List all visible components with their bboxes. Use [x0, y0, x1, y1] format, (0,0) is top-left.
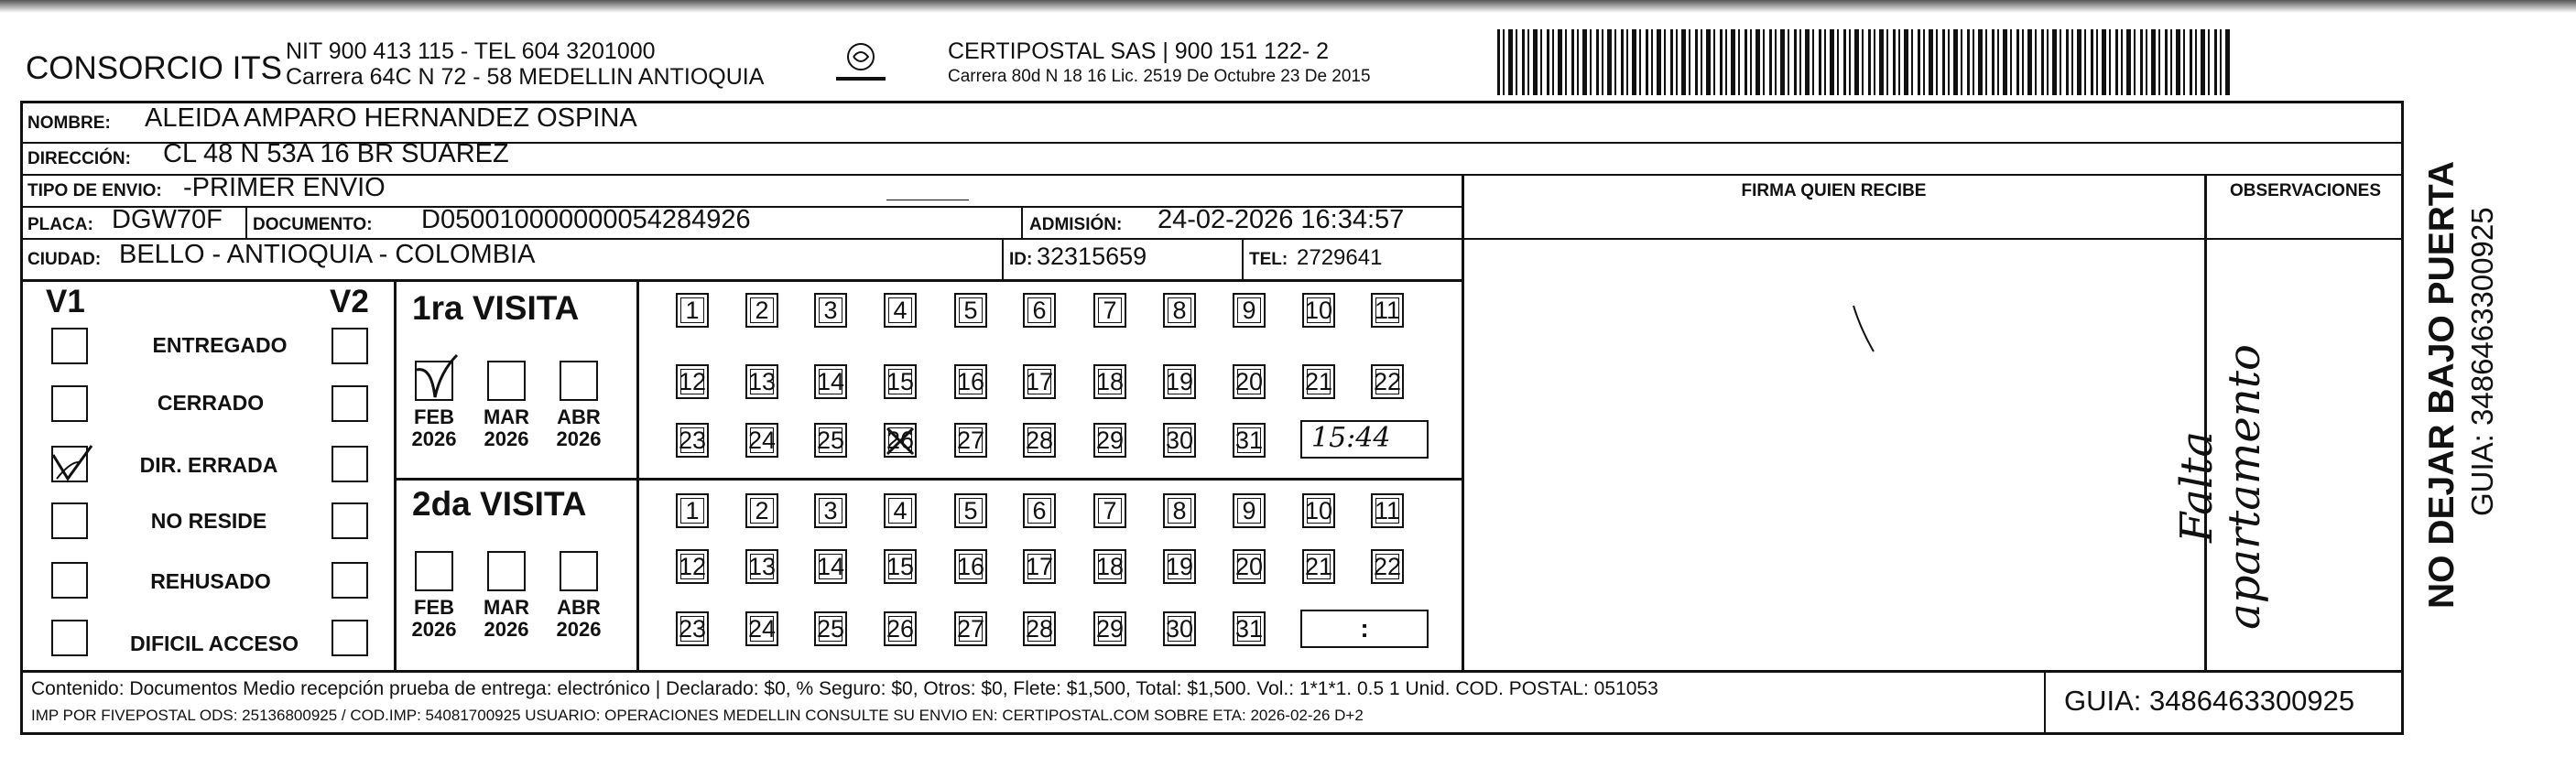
visita2-day-22[interactable]: 22: [1371, 549, 1404, 584]
visita2-day-18[interactable]: 18: [1093, 549, 1126, 584]
visita1-month-mar: MAR 2026: [483, 405, 530, 450]
visita1-month-abr: ABR 2026: [556, 405, 602, 450]
visita1-day-25[interactable]: 25: [814, 423, 847, 458]
certipostal-logo: [829, 37, 893, 92]
visita2-day-26[interactable]: 26: [884, 611, 917, 646]
visita1-title: 1ra VISITA: [412, 289, 580, 327]
tel-value: 2729641: [1297, 245, 1383, 270]
visita2-title: 2da VISITA: [412, 485, 587, 523]
visita1-day-22[interactable]: 22: [1371, 364, 1404, 399]
cross-mark-icon: [884, 423, 917, 458]
status-no-reside: NO RESIDE: [150, 509, 267, 533]
visita2-day-27[interactable]: 27: [954, 611, 987, 646]
status-rehusado: REHUSADO: [150, 569, 271, 593]
visita1-day-1[interactable]: 1: [676, 293, 709, 328]
visita1-day-2[interactable]: 2: [745, 293, 778, 328]
visita1-day-31[interactable]: 31: [1233, 423, 1266, 458]
tipo-envio-value: -PRIMER ENVIO: [183, 173, 386, 202]
visita1-day-23[interactable]: 23: [676, 423, 709, 458]
visita1-day-27[interactable]: 27: [954, 423, 987, 458]
visita2-day-29[interactable]: 29: [1093, 611, 1126, 646]
visita2-month-mar: MAR 2026: [483, 596, 530, 641]
visita1-day-9[interactable]: 9: [1233, 293, 1266, 328]
visita2-day-19[interactable]: 19: [1163, 549, 1196, 584]
visita2-day-3[interactable]: 3: [814, 493, 847, 528]
no-dejar-bajo-puerta: NO DEJAR BAJO PUERTA: [2422, 160, 2462, 609]
visita2-day-15[interactable]: 15: [884, 549, 917, 584]
v1-checkbox-no-reside[interactable]: [51, 502, 88, 539]
scan-edge: [0, 0, 2576, 13]
side-guia: GUIA: 3486463300925: [2465, 207, 2499, 516]
visita1-day-18[interactable]: 18: [1093, 364, 1126, 399]
certipostal-line: CERTIPOSTAL SAS | 900 151 122- 2: [948, 38, 1329, 64]
visita1-day-17[interactable]: 17: [1023, 364, 1056, 399]
visita1-day-8[interactable]: 8: [1163, 293, 1196, 328]
visita2-day-23[interactable]: 23: [676, 611, 709, 646]
guia-box: GUIA: 3486463300925: [2064, 685, 2355, 717]
visita2-day-2[interactable]: 2: [745, 493, 778, 528]
visita2-day-24[interactable]: 24: [745, 611, 778, 646]
visita1-day-5[interactable]: 5: [954, 293, 987, 328]
visita1-day-10[interactable]: 10: [1302, 293, 1335, 328]
company-name: CONSORCIO ITS: [26, 50, 283, 86]
visita2-day-30[interactable]: 30: [1163, 611, 1196, 646]
observaciones-header: OBSERVACIONES: [2229, 181, 2382, 200]
visita1-time-note: 15:44: [1311, 422, 1391, 454]
v2-checkbox-rehusado[interactable]: [332, 562, 368, 599]
visita1-day-30[interactable]: 30: [1163, 423, 1196, 458]
admision-label: ADMISIÓN:: [1029, 215, 1123, 234]
status-dificil-acceso: DIFICIL ACCESO: [129, 632, 299, 655]
visita1-day-12[interactable]: 12: [676, 364, 709, 399]
tipo-envio-label: TIPO DE ENVIO:: [27, 181, 162, 200]
visita2-day-21[interactable]: 21: [1302, 549, 1335, 584]
check-mark-icon: [415, 361, 453, 401]
visita2-day-1[interactable]: 1: [676, 493, 709, 528]
ciudad-value: BELLO - ANTIOQUIA - COLOMBIA: [119, 240, 536, 269]
license-line: Carrera 80d N 18 16 Lic. 2519 De Octubre 23 De 2015: [948, 67, 1371, 86]
nombre-label: NOMBRE:: [27, 113, 111, 133]
visita1-day-20[interactable]: 20: [1233, 364, 1266, 399]
visita2-month-feb: FEB 2026: [411, 596, 457, 641]
observacion-handwritten: Falta apartamento: [2171, 344, 2270, 630]
v1-checkbox-dir-errada[interactable]: [51, 446, 88, 482]
v2-checkbox-dir-errada[interactable]: [332, 446, 368, 482]
visita2-day-31[interactable]: 31: [1233, 611, 1266, 646]
visita2-time-placeholder: :: [1360, 614, 1369, 643]
visita1-day-21[interactable]: 21: [1302, 364, 1335, 399]
visita1-month-feb-checkbox[interactable]: [415, 361, 453, 401]
address-line: Carrera 64C N 72 - 58 MEDELLIN ANTIOQUIA: [286, 64, 765, 90]
firma-header: FIRMA QUIEN RECIBE: [1741, 181, 1927, 200]
visita2-day-17[interactable]: 17: [1023, 549, 1056, 584]
visita1-day-7[interactable]: 7: [1093, 293, 1126, 328]
visita1-month-feb: FEB 2026: [411, 405, 457, 450]
visita2-month-abr: ABR 2026: [556, 596, 602, 641]
visita2-day-11[interactable]: 11: [1371, 493, 1404, 528]
visita2-day-16[interactable]: 16: [954, 549, 987, 584]
visita1-day-26[interactable]: 26: [884, 423, 917, 458]
visita1-day-19[interactable]: 19: [1163, 364, 1196, 399]
visita2-day-12[interactable]: 12: [676, 549, 709, 584]
v1-label: V1: [46, 284, 85, 319]
barcode: [1497, 29, 2230, 95]
status-dir-errada: DIR. ERRADA: [139, 453, 278, 477]
visita2-day-9[interactable]: 9: [1233, 493, 1266, 528]
documento-value: D050010000000054284926: [421, 205, 751, 234]
v2-checkbox-no-reside[interactable]: [332, 502, 368, 539]
documento-label: DOCUMENTO:: [253, 215, 373, 234]
visita2-day-6[interactable]: 6: [1023, 493, 1056, 528]
visita2-day-4[interactable]: 4: [884, 493, 917, 528]
visita2-day-20[interactable]: 20: [1233, 549, 1266, 584]
visita1-day-11[interactable]: 11: [1371, 293, 1404, 328]
visita1-day-4[interactable]: 4: [884, 293, 917, 328]
visita2-day-8[interactable]: 8: [1163, 493, 1196, 528]
v2-checkbox-dificil-acceso[interactable]: [332, 620, 368, 656]
visita2-day-28[interactable]: 28: [1023, 611, 1056, 646]
ciudad-label: CIUDAD:: [27, 250, 102, 269]
direccion-label: DIRECCIÓN:: [27, 149, 131, 168]
nit-line: NIT 900 413 115 - TEL 604 3201000: [286, 38, 656, 64]
visita1-day-13[interactable]: 13: [745, 364, 778, 399]
contenido-line: Contenido: Documentos Medio recepción prueba de entrega: electrónico | Declarado: $0, % Seguro: $0, Otros: $0, Flete: $1,500, Total: $1,500. Vol.: 1*1*1. 0.5 1 Unid. COD. POSTAL: 051053: [31, 678, 1658, 699]
visita2-time-box[interactable]: [1300, 610, 1429, 648]
visita1-day-6[interactable]: 6: [1023, 293, 1056, 328]
placa-value: DGW70F: [112, 205, 223, 234]
v1-checkbox-cerrado[interactable]: [51, 385, 88, 422]
visita1-time-box[interactable]: [1300, 420, 1429, 459]
visita1-day-16[interactable]: 16: [954, 364, 987, 399]
visita2-day-13[interactable]: 13: [745, 549, 778, 584]
v2-checkbox-cerrado[interactable]: [332, 385, 368, 422]
visita2-day-5[interactable]: 5: [954, 493, 987, 528]
visita2-day-14[interactable]: 14: [814, 549, 847, 584]
visita2-month-abr-checkbox[interactable]: [560, 551, 598, 591]
visita1-day-28[interactable]: 28: [1023, 423, 1056, 458]
v1-checkbox-dificil-acceso[interactable]: [51, 620, 88, 656]
tel-label: TEL:: [1249, 250, 1288, 269]
v1-checkbox-rehusado[interactable]: [51, 562, 88, 599]
visita1-month-abr-checkbox[interactable]: [560, 361, 598, 401]
visita1-day-14[interactable]: 14: [814, 364, 847, 399]
visita1-day-29[interactable]: 29: [1093, 423, 1126, 458]
imp-line: IMP POR FIVEPOSTAL ODS: 25136800925 / COD.IMP: 54081700925 USUARIO: OPERACIONES MEDELLIN CONSULTE SU ENVIO EN: CERTIPOSTAL.COM SOBRE ETA: 2026-02-26 D+2: [31, 707, 1364, 724]
check-mark-icon: [49, 442, 86, 479]
visita2-day-7[interactable]: 7: [1093, 493, 1126, 528]
v2-checkbox-entregado[interactable]: [332, 328, 368, 364]
id-label: ID:: [1009, 250, 1033, 269]
status-entregado: ENTREGADO: [152, 333, 288, 357]
visita2-month-mar-checkbox[interactable]: [487, 551, 526, 591]
visita1-day-15[interactable]: 15: [884, 364, 917, 399]
direccion-value: CL 48 N 53A 16 BR SUAREZ: [163, 139, 509, 168]
signature-stroke: [1850, 302, 1877, 357]
v2-label: V2: [330, 284, 369, 319]
certipostal-logo-icon: [829, 37, 893, 92]
placa-label: PLACA:: [27, 215, 93, 234]
v1-checkbox-entregado[interactable]: [51, 328, 88, 364]
visita1-month-mar-checkbox[interactable]: [487, 361, 526, 401]
visita1-day-3[interactable]: 3: [814, 293, 847, 328]
visita2-day-25[interactable]: 25: [814, 611, 847, 646]
visita2-month-feb-checkbox[interactable]: [415, 551, 453, 591]
nombre-value: ALEIDA AMPARO HERNANDEZ OSPINA: [145, 103, 637, 133]
id-value: 32315659: [1037, 243, 1147, 270]
status-cerrado: CERRADO: [157, 391, 265, 415]
visita1-day-24[interactable]: 24: [745, 423, 778, 458]
visita2-day-10[interactable]: 10: [1302, 493, 1335, 528]
admision-value: 24-02-2026 16:34:57: [1158, 205, 1405, 234]
